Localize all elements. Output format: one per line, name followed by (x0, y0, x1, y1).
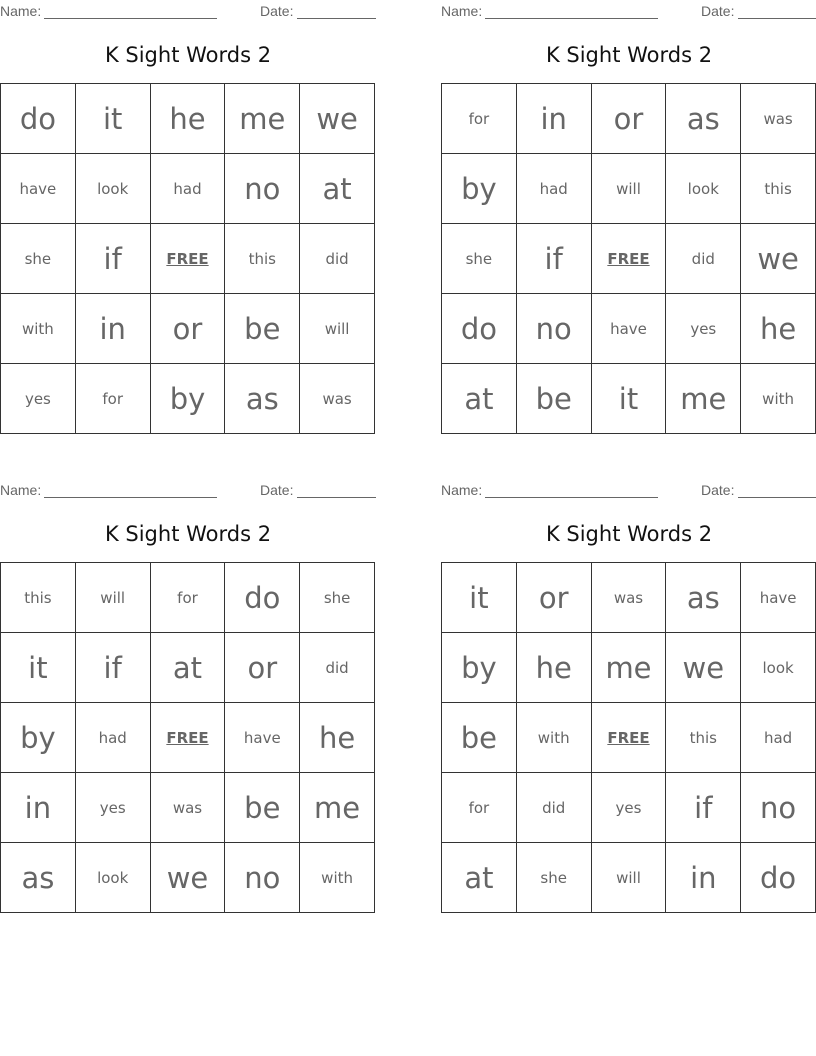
word-cell: as (225, 364, 300, 434)
name-field[interactable] (44, 3, 217, 19)
word-cell: was (150, 773, 225, 843)
word-cell: did (300, 633, 375, 703)
word-cell: for (442, 84, 517, 154)
word-cell: yes (75, 773, 150, 843)
word-cell: or (150, 294, 225, 364)
bingo-grid (0, 83, 375, 434)
word-cell: do (225, 563, 300, 633)
word-cell: had (150, 154, 225, 224)
word-cell: look (75, 154, 150, 224)
word-cell: this (1, 563, 76, 633)
word-cell: in (75, 294, 150, 364)
grid-row (1, 84, 375, 154)
word-cell: have (741, 563, 816, 633)
bingo-grid (441, 83, 816, 434)
date-field[interactable] (738, 3, 816, 19)
grid-row (1, 294, 375, 364)
word-cell: it (1, 633, 76, 703)
word-cell: do (442, 294, 517, 364)
date-label: Date: (701, 3, 735, 19)
word-cell: me (666, 364, 741, 434)
word-cell: we (300, 84, 375, 154)
word-cell: it (442, 563, 517, 633)
free-space-cell: FREE (591, 703, 666, 773)
word-cell: be (516, 364, 591, 434)
grid-row (1, 154, 375, 224)
card-title: K Sight Words 2 (104, 43, 272, 67)
word-cell: at (150, 633, 225, 703)
name-field[interactable] (485, 482, 658, 498)
word-cell: look (75, 843, 150, 913)
word-cell: will (591, 154, 666, 224)
grid-row (442, 154, 816, 224)
date-label: Date: (260, 3, 294, 19)
grid-row (442, 364, 816, 434)
card-header (441, 482, 816, 498)
word-cell: as (666, 84, 741, 154)
word-cell: this (225, 224, 300, 294)
word-cell: she (300, 563, 375, 633)
word-cell: yes (1, 364, 76, 434)
word-cell: look (666, 154, 741, 224)
word-cell: will (75, 563, 150, 633)
word-cell: he (741, 294, 816, 364)
word-cell: do (741, 843, 816, 913)
word-cell: in (516, 84, 591, 154)
word-cell: by (442, 154, 517, 224)
word-cell: as (666, 563, 741, 633)
word-cell: had (741, 703, 816, 773)
grid-row (442, 843, 816, 913)
word-cell: as (1, 843, 76, 913)
bingo-grid (441, 562, 816, 913)
word-cell: no (225, 154, 300, 224)
free-space-cell: FREE (591, 224, 666, 294)
word-cell: did (666, 224, 741, 294)
word-cell: she (516, 843, 591, 913)
word-cell: yes (666, 294, 741, 364)
word-cell: if (75, 224, 150, 294)
word-cell: with (1, 294, 76, 364)
word-cell: will (591, 843, 666, 913)
word-cell: me (225, 84, 300, 154)
name-label: Name: (0, 3, 42, 19)
word-cell: did (516, 773, 591, 843)
word-cell: at (300, 154, 375, 224)
grid-row (442, 703, 816, 773)
word-cell: he (300, 703, 375, 773)
grid-row (1, 843, 375, 913)
word-cell: with (300, 843, 375, 913)
word-cell: she (1, 224, 76, 294)
word-cell: it (75, 84, 150, 154)
word-cell: we (741, 224, 816, 294)
free-space-cell: FREE (150, 703, 225, 773)
grid-row (1, 224, 375, 294)
name-label: Name: (441, 482, 483, 498)
word-cell: look (741, 633, 816, 703)
word-cell: for (442, 773, 517, 843)
word-cell: do (1, 84, 76, 154)
word-cell: he (150, 84, 225, 154)
date-label: Date: (701, 482, 735, 498)
name-label: Name: (0, 482, 42, 498)
word-cell: have (1, 154, 76, 224)
word-cell: no (225, 843, 300, 913)
grid-row (442, 633, 816, 703)
word-cell: had (75, 703, 150, 773)
grid-row (1, 773, 375, 843)
word-cell: yes (591, 773, 666, 843)
word-cell: he (516, 633, 591, 703)
card-title: K Sight Words 2 (545, 522, 713, 546)
name-label: Name: (441, 3, 483, 19)
word-cell: have (225, 703, 300, 773)
word-cell: me (300, 773, 375, 843)
word-cell: this (741, 154, 816, 224)
word-cell: or (225, 633, 300, 703)
word-cell: for (75, 364, 150, 434)
grid-row (442, 224, 816, 294)
word-cell: for (150, 563, 225, 633)
free-space-cell: FREE (150, 224, 225, 294)
word-cell: if (516, 224, 591, 294)
grid-row (1, 563, 375, 633)
grid-row (1, 364, 375, 434)
card-header (441, 3, 816, 19)
word-cell: by (1, 703, 76, 773)
word-cell: or (591, 84, 666, 154)
word-cell: we (150, 843, 225, 913)
word-cell: at (442, 843, 517, 913)
word-cell: with (516, 703, 591, 773)
word-cell: be (442, 703, 517, 773)
grid-row (1, 703, 375, 773)
word-cell: at (442, 364, 517, 434)
word-cell: did (300, 224, 375, 294)
word-cell: or (516, 563, 591, 633)
grid-row (442, 773, 816, 843)
word-cell: no (741, 773, 816, 843)
word-cell: in (1, 773, 76, 843)
word-cell: she (442, 224, 517, 294)
word-cell: by (442, 633, 517, 703)
word-cell: it (591, 364, 666, 434)
word-cell: me (591, 633, 666, 703)
bingo-grid (0, 562, 375, 913)
grid-row (442, 563, 816, 633)
word-cell: with (741, 364, 816, 434)
date-label: Date: (260, 482, 294, 498)
word-cell: was (300, 364, 375, 434)
date-field[interactable] (738, 482, 816, 498)
word-cell: in (666, 843, 741, 913)
card-header (0, 3, 376, 19)
word-cell: by (150, 364, 225, 434)
word-cell: will (300, 294, 375, 364)
card-title: K Sight Words 2 (545, 43, 713, 67)
word-cell: this (666, 703, 741, 773)
word-cell: we (666, 633, 741, 703)
grid-row (1, 633, 375, 703)
word-cell: was (741, 84, 816, 154)
card-header (0, 482, 376, 498)
word-cell: be (225, 773, 300, 843)
grid-row (442, 294, 816, 364)
date-field[interactable] (297, 3, 376, 19)
name-field[interactable] (485, 3, 658, 19)
word-cell: had (516, 154, 591, 224)
name-field[interactable] (44, 482, 217, 498)
word-cell: have (591, 294, 666, 364)
grid-row (442, 84, 816, 154)
word-cell: if (666, 773, 741, 843)
word-cell: was (591, 563, 666, 633)
card-title: K Sight Words 2 (104, 522, 272, 546)
word-cell: if (75, 633, 150, 703)
date-field[interactable] (297, 482, 376, 498)
word-cell: no (516, 294, 591, 364)
word-cell: be (225, 294, 300, 364)
